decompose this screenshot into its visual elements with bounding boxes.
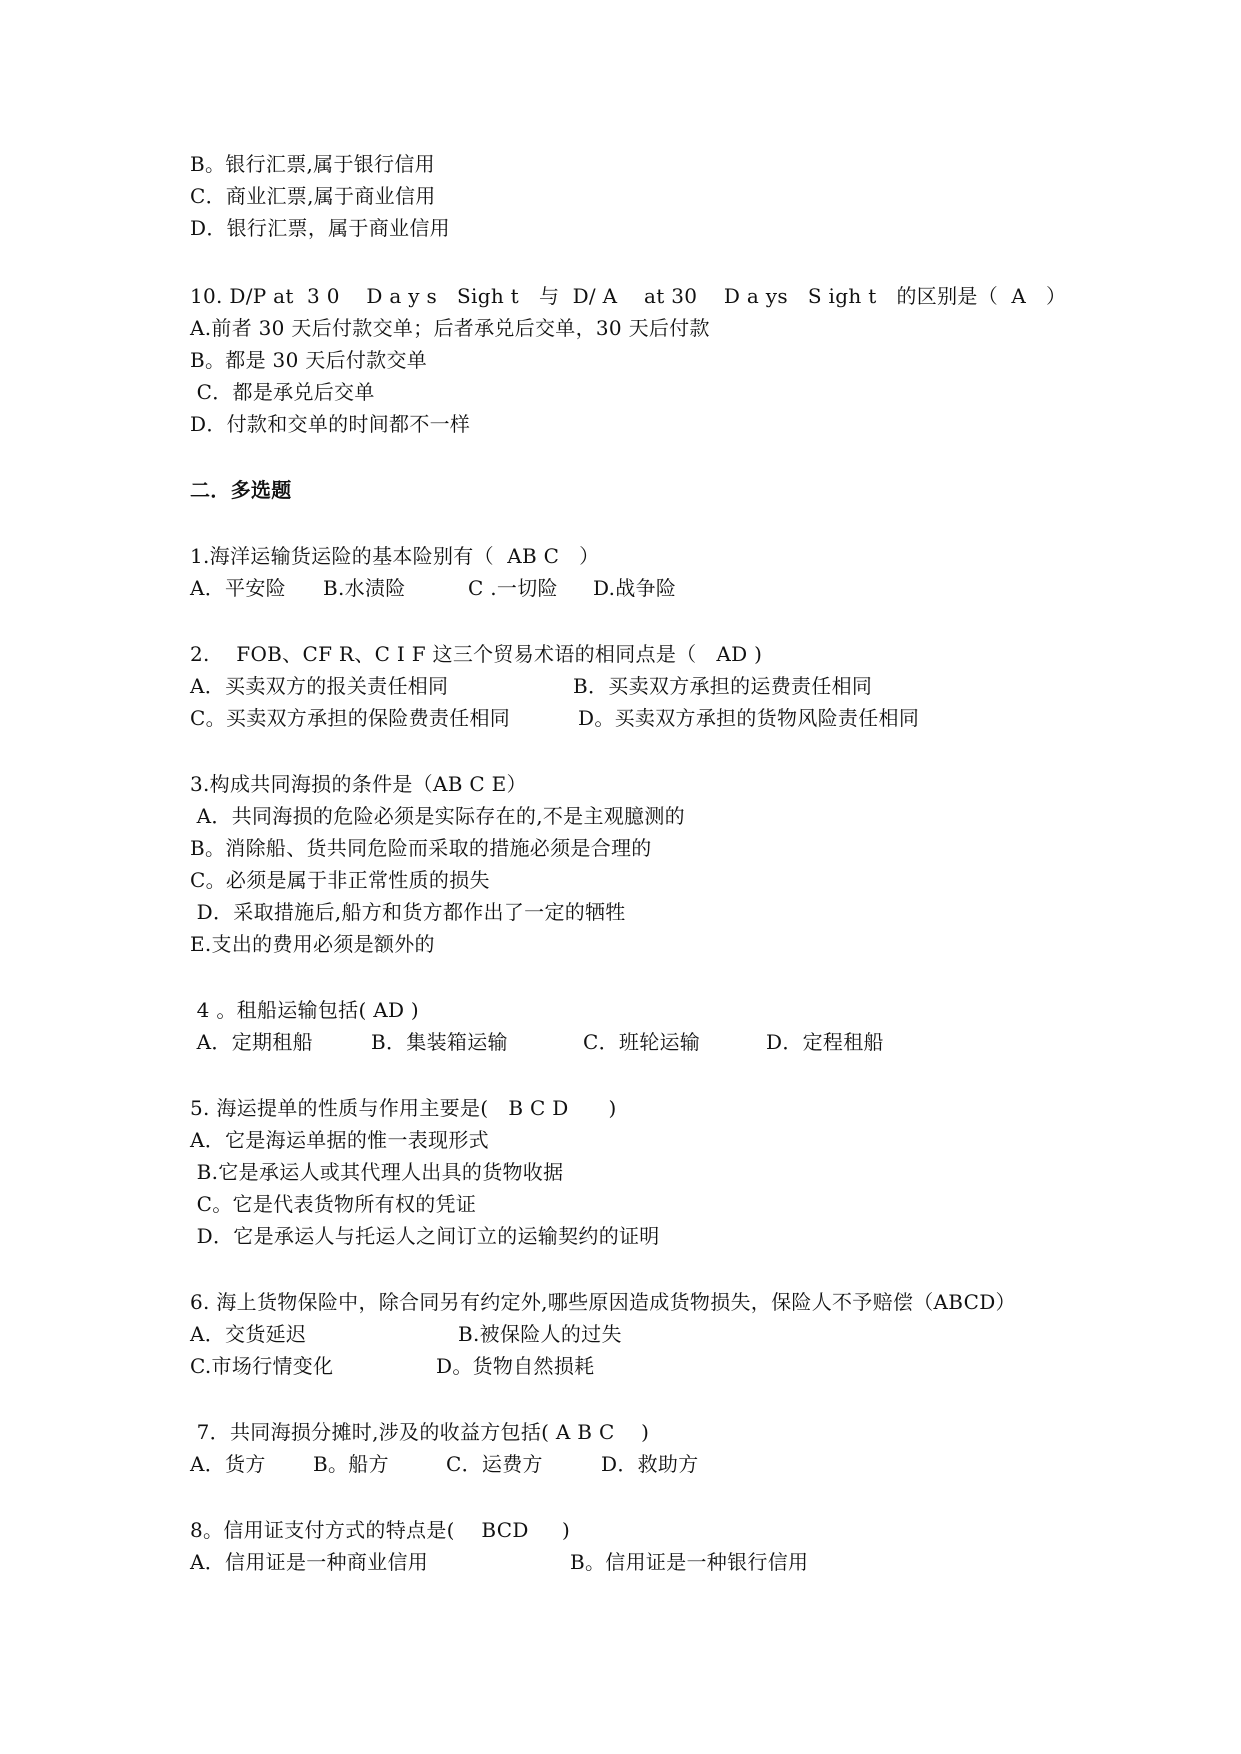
m3-option-b: B。消除船、货共同危险而采取的措施必须是合理的 [190,836,652,860]
m1-option-c: C .一切险 [468,576,558,600]
m5-option-c: C。它是代表货物所有权的凭证 [190,1192,477,1216]
m2-option-c: C。买卖双方承担的保险费责任相同 [190,706,511,730]
q10-stem: 10. D/P at 3 0 D a y s Sigh t 与 D/ A at 30 D a ys S igh t 的区别是（ A ） [190,284,1067,308]
q9-option-d: D．银行汇票，属于商业信用 [190,216,450,240]
q9-option-b: B。银行汇票,属于银行信用 [190,152,435,176]
m6-stem: 6. 海上货物保险中，除合同另有约定外,哪些原因造成货物损失，保险人不予赔偿（ABCD） [190,1290,1016,1314]
m2-stem: 2. FOB、CF R、C I F 这三个贸易术语的相同点是（ AD ) [190,642,763,666]
m7-option-c: C．运费方 [446,1452,543,1476]
m8-option-b: B。信用证是一种银行信用 [570,1550,809,1574]
m2-option-d: D。买卖双方承担的货物风险责任相同 [578,706,920,730]
q10-option-c: C．都是承兑后交单 [190,380,375,404]
m6-option-a: A．交货延迟 [190,1322,307,1346]
m5-stem: 5. 海运提单的性质与作用主要是( B C D ) [190,1096,617,1120]
m2-option-a: A．买卖双方的报关责任相同 [190,674,449,698]
q9-option-c: C．商业汇票,属于商业信用 [190,184,436,208]
m6-option-b: B.被保险人的过失 [458,1322,622,1346]
m5-option-d: D．它是承运人与托运人之间订立的运输契约的证明 [190,1224,660,1248]
q10-option-b: B。都是 30 天后付款交单 [190,348,428,372]
m4-option-c: C．班轮运输 [583,1030,701,1054]
m7-option-d: D．救助方 [601,1452,699,1476]
m4-option-b: B．集装箱运输 [371,1030,508,1054]
m6-option-c: C.市场行情变化 [190,1354,334,1378]
m1-option-d: D.战争险 [593,576,677,600]
m4-option-a: A．定期租船 [190,1030,313,1054]
m5-option-a: A．它是海运单据的惟一表现形式 [190,1128,489,1152]
m4-stem: 4 。租船运输包括( AD ) [190,998,420,1022]
m7-option-a: A．货方 [190,1452,266,1476]
m1-stem: 1.海洋运输货运险的基本险别有（ AB C ） [190,544,600,568]
q10-option-d: D．付款和交单的时间都不一样 [190,412,471,436]
m6-option-d: D。货物自然损耗 [436,1354,595,1378]
m7-option-b: B。船方 [313,1452,389,1476]
m1-option-a: A．平安险 [190,576,286,600]
m1-option-b: B.水渍险 [323,576,406,600]
m3-option-a: A．共同海损的危险必须是实际存在的,不是主观臆测的 [190,804,685,828]
m3-stem: 3.构成共同海损的条件是（AB C E） [190,772,527,796]
m4-option-d: D．定程租船 [766,1030,884,1054]
m8-stem: 8。信用证支付方式的特点是( BCD ) [190,1518,571,1542]
m3-option-c: C。必须是属于非正常性质的损失 [190,868,490,892]
q10-option-a: A.前者 30 天后付款交单；后者承兑后交单，30 天后付款 [190,316,710,340]
m3-option-d: D．采取措施后,船方和货方都作出了一定的牺牲 [190,900,626,924]
section-title: 二．多选题 [190,478,292,502]
m8-option-a: A．信用证是一种商业信用 [190,1550,429,1574]
m5-option-b: B.它是承运人或其代理人出具的货物收据 [190,1160,564,1184]
m3-option-e: E.支出的费用必须是额外的 [190,932,435,956]
m2-option-b: B．买卖双方承担的运费责任相同 [573,674,873,698]
m7-stem: 7．共同海损分摊时,涉及的收益方包括( A B C ) [190,1420,650,1444]
